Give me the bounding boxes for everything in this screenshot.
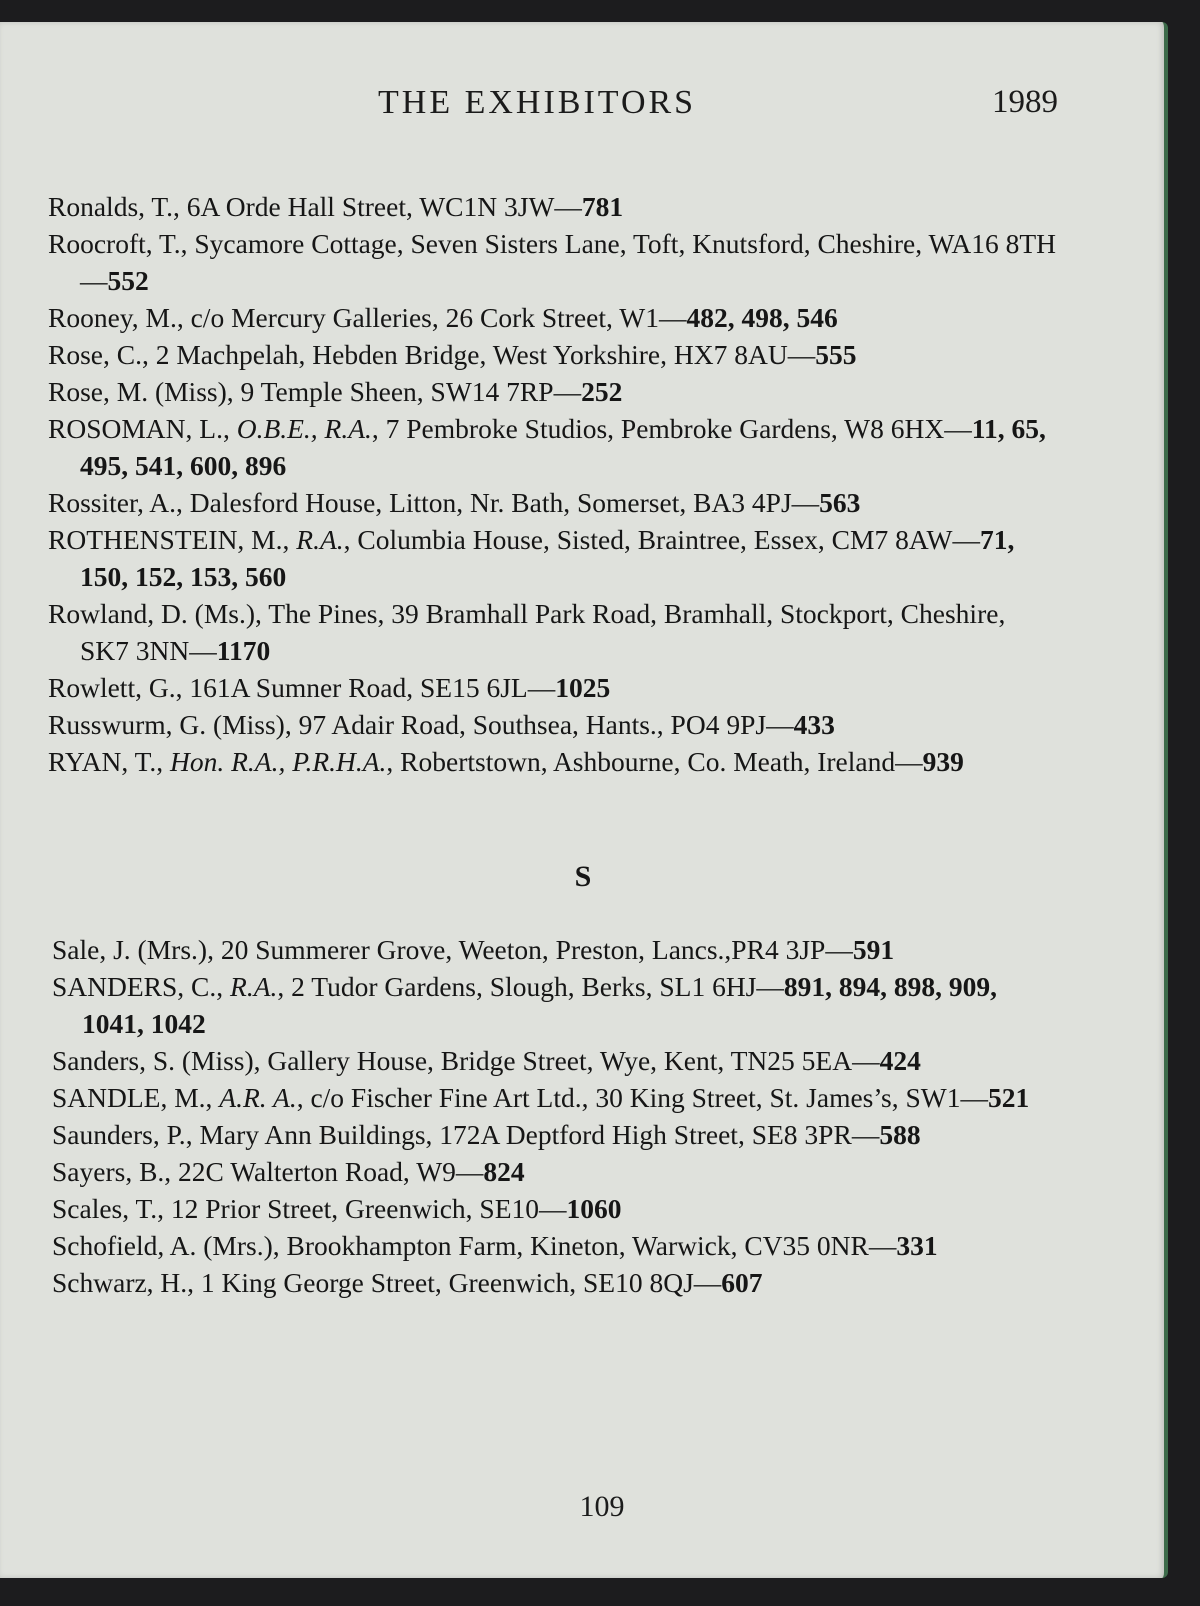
catalogue-numbers: 521 (987, 1082, 1030, 1113)
exhibitor-address: Mary Ann Buildings, 172A Deptford High Street, SE8 3PR (199, 1119, 852, 1150)
exhibitor-address: 97 Adair Road, Southsea, Hants., PO4 9PJ (298, 709, 767, 740)
exhibitor-qualifications: A.R. A. (219, 1082, 297, 1113)
exhibitor-name: SANDERS, C. (52, 971, 217, 1002)
section-letter: S (574, 860, 592, 893)
exhibitor-address: c/o Mercury Galleries, 26 Cork Street, W1 (190, 302, 659, 333)
exhibitor-name: Saunders, P. (52, 1119, 186, 1150)
exhibitor-name: Rooney, M. (48, 302, 177, 333)
running-head (0, 84, 1164, 124)
exhibitor-name: Rowlett, G. (48, 672, 176, 703)
catalogue-numbers: 588 (879, 1119, 921, 1150)
exhibitor-entry: Russwurm, G. (Miss), 97 Adair Road, Southsea, Hants., PO4 9PJ—433 (48, 709, 835, 740)
exhibitor-name: Sayers, B. (52, 1156, 165, 1187)
exhibitor-name: Schofield, A. (Mrs.) (52, 1230, 273, 1261)
catalogue-numbers: 552 (107, 265, 149, 296)
exhibitor-qualifications: R.A. (296, 524, 344, 555)
exhibitor-address: Sycamore Cottage, Seven Sisters Lane, Toft, Knutsford, Cheshire, WA16 8TH (194, 228, 1057, 259)
exhibitor-name: Rossiter, A. (48, 487, 177, 518)
exhibitor-address: 20 Summerer Grove, Weeton, Preston, Lancs.,PR4 3JP (220, 934, 826, 965)
exhibitor-entry: Schofield, A. (Mrs.), Brookhampton Farm, Kineton, Warwick, CV35 0NR—331 (52, 1230, 938, 1261)
catalogue-numbers: 891, 894, 898, 909, 1041, 1042 (82, 971, 998, 1039)
exhibitor-address: 161A Sumner Road, SE15 6JL (189, 672, 528, 703)
exhibitor-address: 1 King George Street, Greenwich, SE10 8QJ (200, 1267, 694, 1298)
exhibitor-name: Schwarz, H. (52, 1267, 188, 1298)
catalogue-numbers: 1025 (555, 672, 611, 703)
exhibitor-entry: ROTHENSTEIN, M., R.A., Columbia House, Sisted, Braintree, Essex, CM7 8AW—71, 150, 152, 153, 560 (48, 524, 1015, 592)
exhibitor-address: Brookhampton Farm, Kineton, Warwick, CV35 0NR (286, 1230, 869, 1261)
exhibitor-entry: RYAN, T., Hon. R.A., P.R.H.A., Robertstown, Ashbourne, Co. Meath, Ireland—939 (48, 746, 964, 777)
exhibitor-entry: Roocroft, T., Sycamore Cottage, Seven Sisters Lane, Toft, Knutsford, Cheshire, WA16 8TH—552 (48, 228, 1057, 296)
catalogue-numbers: 781 (581, 191, 624, 222)
exhibitor-entry: Rowland, D. (Ms.), The Pines, 39 Bramhall Park Road, Bramhall, Stockport, Cheshire, SK7 3NN—1170 (48, 598, 1006, 666)
catalogue-numbers: 482, 498, 546 (686, 302, 838, 333)
exhibitor-name: ROTHENSTEIN, M. (48, 524, 283, 555)
exhibitor-entry: Rooney, M., c/o Mercury Galleries, 26 Cork Street, W1—482, 498, 546 (48, 302, 838, 333)
exhibitor-entry: Schwarz, H., 1 King George Street, Greenwich, SE10 8QJ—607 (52, 1267, 763, 1298)
page-title: THE EXHIBITORS (378, 84, 697, 121)
catalogue-numbers: 252 (581, 376, 623, 407)
catalogue-numbers: 331 (896, 1230, 938, 1261)
exhibitor-address: Columbia House, Sisted, Braintree, Essex, CM7 8AW (357, 524, 953, 555)
exhibitor-name: SANDLE, M. (52, 1082, 206, 1113)
exhibitor-list (48, 188, 1058, 1301)
book-page (0, 22, 1168, 1578)
exhibitor-name: Russwurm, G. (Miss) (48, 709, 285, 740)
exhibitor-name: Rowland, D. (Ms.) (48, 598, 256, 629)
exhibitor-address: The Pines, 39 Bramhall Park Road, Bramhall, Stockport, Cheshire, SK7 3NN (80, 598, 1006, 666)
exhibitor-qualifications: R.A. (230, 971, 278, 1002)
exhibitor-address: 9 Temple Sheen, SW14 7RP (240, 376, 554, 407)
exhibitor-address: 22C Walterton Road, W9 (178, 1156, 456, 1187)
exhibitor-entry: Scales, T., 12 Prior Street, Greenwich, SE10—1060 (52, 1193, 622, 1224)
exhibitor-name: Sale, J. (Mrs.) (52, 934, 208, 965)
page-year: 1989 (992, 84, 1058, 120)
exhibitor-entry: ROSOMAN, L., O.B.E., R.A., 7 Pembroke Studios, Pembroke Gardens, W8 6HX—11, 65, 495, 541, 600, 896 (48, 413, 1046, 481)
catalogue-numbers: 11, 65, 495, 541, 600, 896 (80, 413, 1046, 481)
catalogue-numbers: 939 (922, 746, 964, 777)
exhibitor-address: 12 Prior Street, Greenwich, SE10 (170, 1193, 540, 1224)
exhibitor-name: Ronalds, T. (48, 191, 174, 222)
exhibitor-entry: Ronalds, T., 6A Orde Hall Street, WC1N 3JW—781 (48, 191, 624, 222)
exhibitor-address: 2 Machpelah, Hebden Bridge, West Yorkshire, HX7 8AU (155, 339, 788, 370)
catalogue-numbers: 424 (879, 1045, 921, 1076)
exhibitor-address: Dalesford House, Litton, Nr. Bath, Somerset, BA3 4PJ (189, 487, 792, 518)
exhibitor-qualifications: Hon. R.A., P.R.H.A. (170, 746, 387, 777)
exhibitor-entry: Sanders, S. (Miss), Gallery House, Bridge Street, Wye, Kent, TN25 5EA—424 (52, 1045, 921, 1076)
exhibitor-entry: Rossiter, A., Dalesford House, Litton, Nr. Bath, Somerset, BA3 4PJ—563 (48, 487, 861, 518)
exhibitor-entry: Sayers, B., 22C Walterton Road, W9—824 (52, 1156, 525, 1187)
exhibitor-address: 6A Orde Hall Street, WC1N 3JW (186, 191, 555, 222)
catalogue-numbers: 607 (721, 1267, 763, 1298)
exhibitor-name: RYAN, T. (48, 746, 157, 777)
exhibitor-address: 2 Tudor Gardens, Slough, Berks, SL1 6HJ (291, 971, 757, 1002)
page-number: 109 (579, 1490, 625, 1523)
catalogue-numbers: 71, 150, 152, 153, 560 (80, 524, 1015, 592)
exhibitor-list-s (48, 931, 1058, 1301)
catalogue-numbers: 591 (852, 934, 895, 965)
catalogue-numbers: 555 (815, 339, 857, 370)
exhibitor-entry: Rose, M. (Miss), 9 Temple Sheen, SW14 7RP—252 (48, 376, 623, 407)
exhibitor-name: ROSOMAN, L. (48, 413, 223, 444)
exhibitor-entry: Rose, C., 2 Machpelah, Hebden Bridge, West Yorkshire, HX7 8AU—555 (48, 339, 857, 370)
exhibitor-name: Rose, M. (Miss) (48, 376, 227, 407)
exhibitor-entry: Rowlett, G., 161A Sumner Road, SE15 6JL—1025 (48, 672, 611, 703)
exhibitor-address: Gallery House, Bridge Street, Wye, Kent, TN25 5EA (267, 1045, 853, 1076)
exhibitor-entry: SANDERS, C., R.A., 2 Tudor Gardens, Slough, Berks, SL1 6HJ—891, 894, 898, 909, 1041, 1042 (52, 971, 998, 1039)
catalogue-numbers: 1170 (216, 635, 271, 666)
exhibitor-entry: Sale, J. (Mrs.), 20 Summerer Grove, Weeton, Preston, Lancs.,PR4 3JP—591 (52, 934, 895, 965)
exhibitor-name: Roocroft, T. (48, 228, 181, 259)
exhibitor-address: c/o Fischer Fine Art Ltd., 30 King Street, St. James’s, SW1 (310, 1082, 961, 1113)
exhibitor-list-r (48, 188, 1058, 780)
exhibitor-name: Rose, C. (48, 339, 142, 370)
exhibitor-address: 7 Pembroke Studios, Pembroke Gardens, W8 6HX (385, 413, 945, 444)
exhibitor-qualifications: O.B.E., R.A. (236, 413, 372, 444)
exhibitor-address: Robertstown, Ashbourne, Co. Meath, Ireland (400, 746, 896, 777)
catalogue-numbers: 824 (483, 1156, 525, 1187)
exhibitor-entry: SANDLE, M., A.R. A., c/o Fischer Fine Art Ltd., 30 King Street, St. James’s, SW1—521 (52, 1082, 1030, 1113)
catalogue-numbers: 563 (819, 487, 861, 518)
exhibitor-name: Sanders, S. (Miss) (52, 1045, 254, 1076)
exhibitor-entry: Saunders, P., Mary Ann Buildings, 172A Deptford High Street, SE8 3PR—588 (52, 1119, 921, 1150)
catalogue-numbers: 1060 (566, 1193, 622, 1224)
catalogue-numbers: 433 (793, 709, 835, 740)
exhibitor-name: Scales, T. (52, 1193, 158, 1224)
